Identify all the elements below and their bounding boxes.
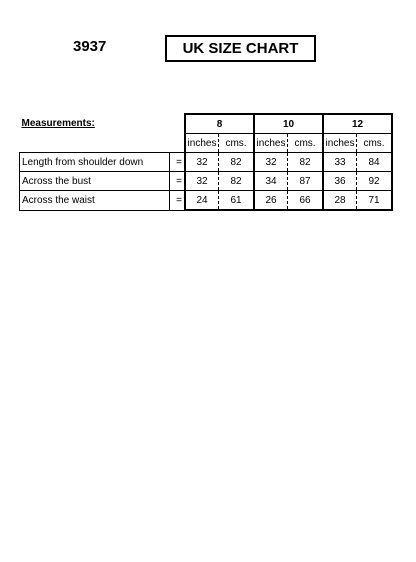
value-cell: 71 [357,191,393,211]
size-header-row [20,114,393,134]
unit-header-row [20,134,393,153]
table-row [20,153,393,172]
size-header-12: 12 [323,114,392,134]
value-cell: 24 [185,191,219,211]
value-cell: 82 [288,153,324,172]
unit-inches: inches [254,134,288,153]
value-cell: 32 [254,153,288,172]
size-header-10: 10 [254,114,323,134]
value-cell: 82 [219,172,255,191]
row-label: Length from shoulder down [20,153,170,172]
value-cell: 32 [185,153,219,172]
unit-inches: inches [185,134,219,153]
value-cell: 26 [254,191,288,211]
table-row [20,172,393,191]
size-header-8: 8 [185,114,254,134]
value-cell: 92 [357,172,393,191]
unit-cms: cms. [357,134,393,153]
value-cell: 36 [323,172,357,191]
value-cell: 66 [288,191,324,211]
value-cell: 87 [288,172,324,191]
equals-sign: = [170,191,186,211]
row-label: Across the waist [20,191,170,211]
unit-cms: cms. [219,134,255,153]
value-cell: 84 [357,153,393,172]
product-code: 3937 [73,38,107,55]
equals-sign: = [170,172,186,191]
table-row [20,191,393,211]
value-cell: 61 [219,191,255,211]
value-cell: 33 [323,153,357,172]
row-label: Across the bust [20,172,170,191]
value-cell: 28 [323,191,357,211]
unit-cms: cms. [288,134,324,153]
page-title: UK SIZE CHART [165,35,316,62]
size-chart-table [19,113,393,211]
value-cell: 32 [185,172,219,191]
equals-sign: = [170,153,186,172]
value-cell: 34 [254,172,288,191]
value-cell: 82 [219,153,255,172]
unit-inches: inches [323,134,357,153]
measurements-heading: Measurements: [21,118,95,130]
